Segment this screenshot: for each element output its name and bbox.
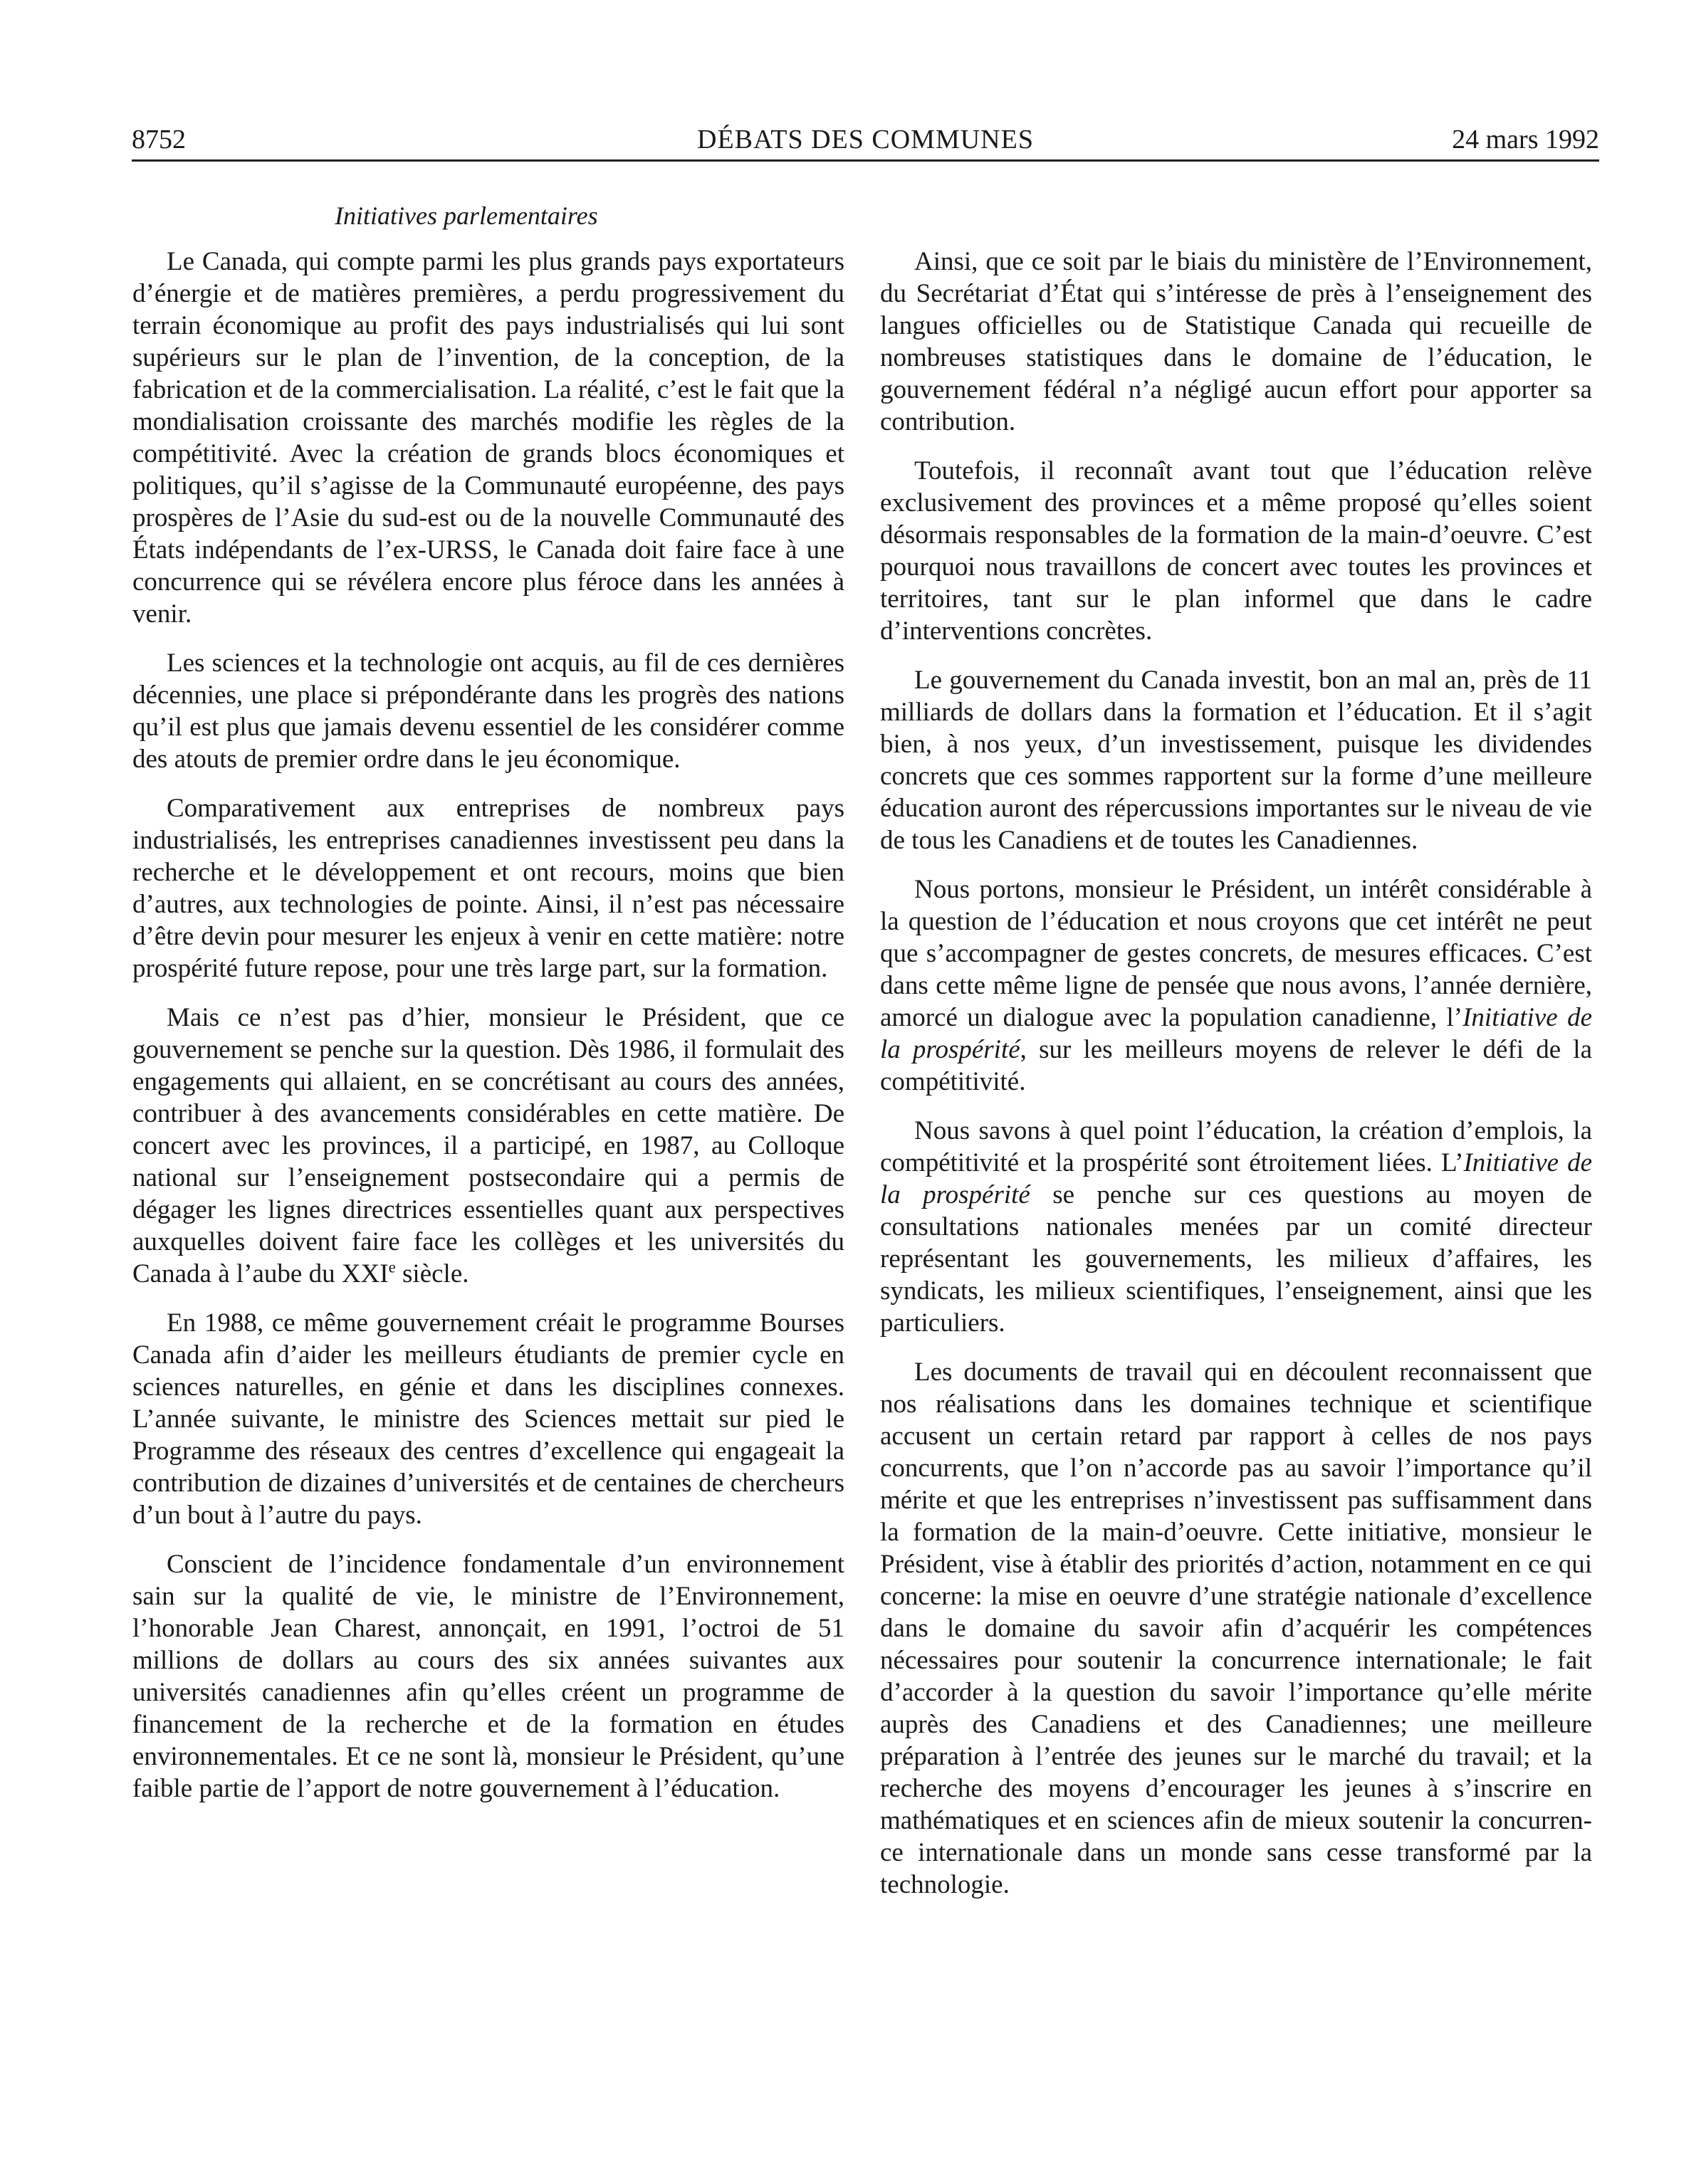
paragraph-text: , sur les meilleurs moyens de relever le défi de la compétitivité. [880, 1035, 1592, 1096]
paragraph: Le gouvernement du Canada investit, bon an mal an, près de 11 milliards de dollars dans la formation et l’éducation. Et il s’agit bien, à nos yeux, d’un investissement, puisque les dividendes concrets que ces sommes rapportent sur la forme d’une meilleure éducation auront des répercussions importantes sur le niveau de vie de tous les Canadiens et de toutes les Canadiennes. [880, 666, 1592, 855]
section-heading: Initiatives parlementaires [335, 201, 598, 230]
paragraph-text: siècle. [395, 1259, 469, 1288]
italic-title: Initiative de la prospérité [880, 1148, 1592, 1209]
paragraph: Les sciences et la technologie ont acquis, au fil de ces dernières décennies, une place si prépondérante dans les progrès des nations qu’il est plus que jamais devenu essentiel de les considérer comme des atouts de premier ordre dans le jeu économique. [132, 649, 844, 774]
issue-date: 24 mars 1992 [1452, 125, 1599, 154]
paragraph [132, 1002, 844, 1290]
publication-title: DÉBATS DES COMMUNES [697, 125, 1034, 154]
paragraph: Les documents de travail qui en découlent reconnaissent que nos réalisations dans les domaines technique et scientifique accusent un certain retard par rapport à celles de nos pays concurrents, que l’on n’accorde pas au savoir l’importance qu’il mérite et que les entreprises n’investissent pas suffisamment dans la formation de la main-d’oeuvre. Cette initiative, monsieur le Président, vise à établir des priorités d’action, notamment en ce qui concerne: la mise en oeuvre d’une stratégie nationale d’excellence dans le domaine du savoir afin d’acquérir les compétences nécessaires pour soutenir la concurrence internationale; le fait d’accorder à la question du savoir l’importance qu’elle mérite auprès des Canadiens et des Canadiennes; une meilleure préparation à l’entrée des jeunes sur le marché du travail; et la recherche des moyens d’encourager les jeunes à s’inscrire en mathématiques et en sciences afin de mieux soutenir la concurrence internationale dans un monde sans cesse transformé par la technologie. [880, 1358, 1592, 1899]
paragraph [880, 873, 1592, 1098]
paragraph-text: Nous savons à quel point l’éducation, la création d’emplois, la compétitivité et la prospérité sont étroitement liées. L’ [880, 1116, 1592, 1177]
paragraph: Ainsi, que ce soit par le biais du ministère de l’Environnement, du Secrétariat d’État qui s’intéresse de près à l’enseignement des langues officielles ou de Statistique Canada qui recueille de nombreuses statistiques dans le domaine de l’éducation, le gouvernement fédéral n’a négligé aucun effort pour apporter sa contribution. [880, 247, 1592, 436]
right-column [880, 246, 1592, 1918]
paragraph: Conscient de l’incidence fondamentale d’un environnement sain sur la qualité de vie, le ministre de l’Environnement, l’honorable Jean Charest, annonçait, en 1991, l’octroi de 51 millions de dollars au cours des six années suivantes aux universités canadiennes afin qu’elles créent un programme de financement de la recherche et de la formation en études environnementales. Et ce ne sont là, monsieur le Président, qu’une faible partie de l’apport de notre gouvernement à l’éducation. [132, 1550, 844, 1803]
italic-title: Initiative de la prospérité [880, 1003, 1592, 1064]
left-column [132, 246, 844, 1822]
paragraph-text: Mais ce n’est pas d’hier, monsieur le Président, que ce gouvernement se penche sur la question. Dès 1986, il formulait des engagements qui allaient, en se concrétisant au cours des années, contribuer à des avancements considérables en cette matière. De concert avec les provinces, il a participé, en 1987, au Colloque national sur l’enseignement postsecondaire qui a permis de dégager les lignes directrices essentielles quant aux perspectives auxquelles doivent faire face les collèges et les universités du Canada à l’aube du XXI [132, 1003, 844, 1288]
paragraph: Le Canada, qui compte parmi les plus grands pays exportateurs d’énergie et de matières premières, a perdu progressivement du terrain économique au profit des pays industrialisés qui lui sont supérieurs sur le plan de l’invention, de la conception, de la fabrication et de la commercialisation. La réalité, c’est le fait que la mondialisation croissante des marchés modifie les règles de la compétitivité. Avec la création de grands blocs économiques et politiques, qu’il s’agisse de la Communauté européenne, des pays prospères de l’Asie du sud-est ou de la nouvelle Communauté des États indépendants de l’ex-URSS, le Canada doit faire face à une concurrence qui se révélera encore plus féroce dans les années à venir. [132, 247, 844, 629]
paragraph-text: se penche sur ces questions au moyen de consultations nationales menées par un comité directeur représentant les gouvernements, les milieux d’affaires, les syndicats, les milieux scientifiques, l’enseignement, ainsi que les particuliers. [880, 1180, 1592, 1338]
century-superscript: e [388, 1258, 396, 1276]
paragraph-text: Nous portons, monsieur le Président, un intérêt considérable à la question de l’éducation et nous croyons que cet intérêt ne peut que s’accompagner de gestes concrets, de mesures efficaces. C’est dans cette même ligne de pensée que nous avons, l’année dernière, amorcé un dialogue avec la population canadienne, l’ [880, 875, 1592, 1032]
paragraph: Comparativement aux entreprises de nombreux pays industrialisés, les entreprises canadiennes investissent peu dans la recherche et le développement et ont recours, moins que bien d’autres, aux technologies de pointe. Ainsi, il n’est pas nécessaire d’être devin pour mesurer les enjeux à venir en cette matière: notre prospérité future repose, pour une très large part, sur la formation. [132, 794, 844, 983]
paragraph [880, 1115, 1592, 1339]
running-header [132, 120, 1599, 162]
paragraph: En 1988, ce même gouvernement créait le programme Bourses Canada afin d’aider les meilleurs étudiants de premier cycle en sciences naturelles, en génie et dans les disciplines connexes. L’année suivante, le ministre des Sciences mettait sur pied le Programme des réseaux des centres d’excellence qui engageait la contribution de dizaines d’universités et de centaines de chercheurs d’un bout à l’autre du pays. [132, 1308, 844, 1530]
page-number: 8752 [132, 125, 186, 154]
paragraph: Toutefois, il reconnaît avant tout que l’éducation relève exclusivement des provinces et a même proposé qu’elles soient désormais responsables de la formation de la main-d’oeuvre. C’est pourquoi nous travaillons de concert avec toutes les provinces et territoires, tant sur le plan informel que dans le cadre d’interventions concrètes. [880, 456, 1592, 646]
